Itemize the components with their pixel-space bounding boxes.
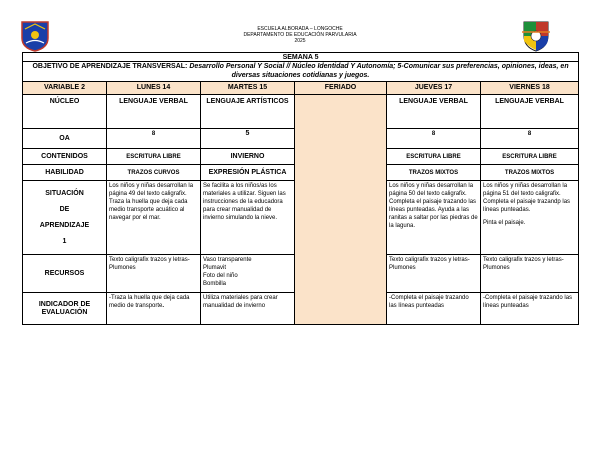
situacion-friday <box>481 181 579 255</box>
nucleo-thursday: LENGUAJE VERBAL <box>387 95 481 129</box>
oa-friday: 8 <box>481 129 579 149</box>
recursos-label: RECURSOS <box>23 255 107 293</box>
habilidad-thursday: TRAZOS MIXTOS <box>387 165 481 181</box>
contenidos-thursday: ESCRITURA LIBRE <box>387 149 481 165</box>
habilidad-monday: TRAZOS CURVOS <box>107 165 201 181</box>
recursos-tuesday <box>201 255 295 293</box>
indicador-label-line2: EVALUACIÓN <box>41 308 88 316</box>
situacion-label-line3: APRENDIZAJE <box>39 221 90 229</box>
document-header <box>0 26 600 44</box>
habilidad-label: HABILIDAD <box>23 165 107 181</box>
objective-label: OBJETIVO DE APRENDIZAJE TRANSVERSAL: <box>32 63 188 70</box>
recursos-thursday: Texto caligrafix trazos y letras-Plumones <box>387 255 481 293</box>
situacion-tuesday: Se facilita a los niños/as los materiales a utilizar. Siguen las instrucciones de la educadora para crear manualidad de invierno simulando la nieve. <box>201 181 295 255</box>
situacion-label-line4: 1 <box>62 237 67 245</box>
transversal-objective <box>23 62 579 82</box>
variable-header: VARIABLE 2 <box>23 82 107 95</box>
recurso-item: Bombilla <box>203 281 227 287</box>
nucleo-tuesday: LENGUAJE ARTÍSTICOS <box>201 95 295 129</box>
school-name: ESCUELA ALBORADA – LONGOCHE <box>257 26 343 32</box>
day-friday: VIERNES 18 <box>481 82 579 95</box>
objective-text: Desarrollo Personal Y Social // Núcleo Identidad Y Autonomía; 5-Comunicar sus preferencias, opiniones, ideas, en diversas situaciones cotidianas y juegos. <box>187 63 569 79</box>
indicador-monday-period: . <box>162 303 165 309</box>
day-holiday: FERIADO <box>295 82 387 95</box>
week-title: SEMANA 5 <box>23 53 579 62</box>
situacion-label-line2: DE <box>59 205 70 213</box>
situacion-label <box>23 181 107 255</box>
planning-table <box>22 52 579 325</box>
recurso-item: Plumavit <box>203 265 227 271</box>
contenidos-tuesday: INVIERNO <box>201 149 295 165</box>
nucleo-label: NÚCLEO <box>23 95 107 129</box>
oa-monday: 8 <box>107 129 201 149</box>
indicador-friday: -Completa el paisaje trazando las líneas punteadas <box>481 293 579 325</box>
recursos-friday: Texto caligrafix trazos y letras-Plumones <box>481 255 579 293</box>
nucleo-friday: LENGUAJE VERBAL <box>481 95 579 129</box>
indicador-tuesday: Utiliza materiales para crear manualidad de invierno <box>201 293 295 325</box>
recursos-monday: Texto caligrafix trazos y letras-Plumones <box>107 255 201 293</box>
situacion-friday-paint: Pinta el paisaje. <box>483 220 526 226</box>
day-monday: LUNES 14 <box>107 82 201 95</box>
oa-label: OA <box>23 129 107 149</box>
contenidos-label: CONTENIDOS <box>23 149 107 165</box>
situacion-label-line1: SITUACIÓN <box>45 189 84 197</box>
recurso-item: Vaso transparente <box>203 257 252 263</box>
indicador-label <box>23 293 107 325</box>
indicador-label-line1: INDICADOR DE <box>38 300 91 308</box>
situacion-monday: Los niños y niñas desarrollan la página 49 del texto caligrafix. Traza la huella que deja cada medio transporte acuático al navegar por el mar. <box>107 181 201 255</box>
recurso-item: Foto del niño <box>203 273 238 279</box>
day-tuesday: MARTES 15 <box>201 82 295 95</box>
day-thursday: JUEVES 17 <box>387 82 481 95</box>
habilidad-tuesday: EXPRESIÓN PLÁSTICA <box>201 165 295 181</box>
contenidos-monday: ESCRITURA LIBRE <box>107 149 201 165</box>
indicador-thursday: -Completa el paisaje trazando las líneas punteadas <box>387 293 481 325</box>
indicador-monday <box>107 293 201 325</box>
nucleo-monday: LENGUAJE VERBAL <box>107 95 201 129</box>
contenidos-friday: ESCRITURA LIBRE <box>481 149 579 165</box>
habilidad-friday: TRAZOS MIXTOS <box>481 165 579 181</box>
holiday-column <box>295 95 387 325</box>
oa-thursday: 8 <box>387 129 481 149</box>
department-name: DEPARTAMENTO DE EDUCACIÓN PARVULARIA <box>243 32 357 38</box>
situacion-friday-text: Los niños y niñas desarrollan la página 51 del texto caligrafix. Completa el paisaje trazandp las líneas punteadas. <box>483 183 571 213</box>
oa-tuesday: 5 <box>201 129 295 149</box>
year: 2025 <box>294 38 306 44</box>
indicador-monday-text: -Traza la huella que deja cada medio de transporte <box>109 295 190 309</box>
situacion-thursday: Los niños y niñas desarrollan la página 50 del texto caligrafix. Completa el paisaje trazando las líneas punteadas. Ayuda a las ranitas a saltar por las piedras de la laguna. <box>387 181 481 255</box>
